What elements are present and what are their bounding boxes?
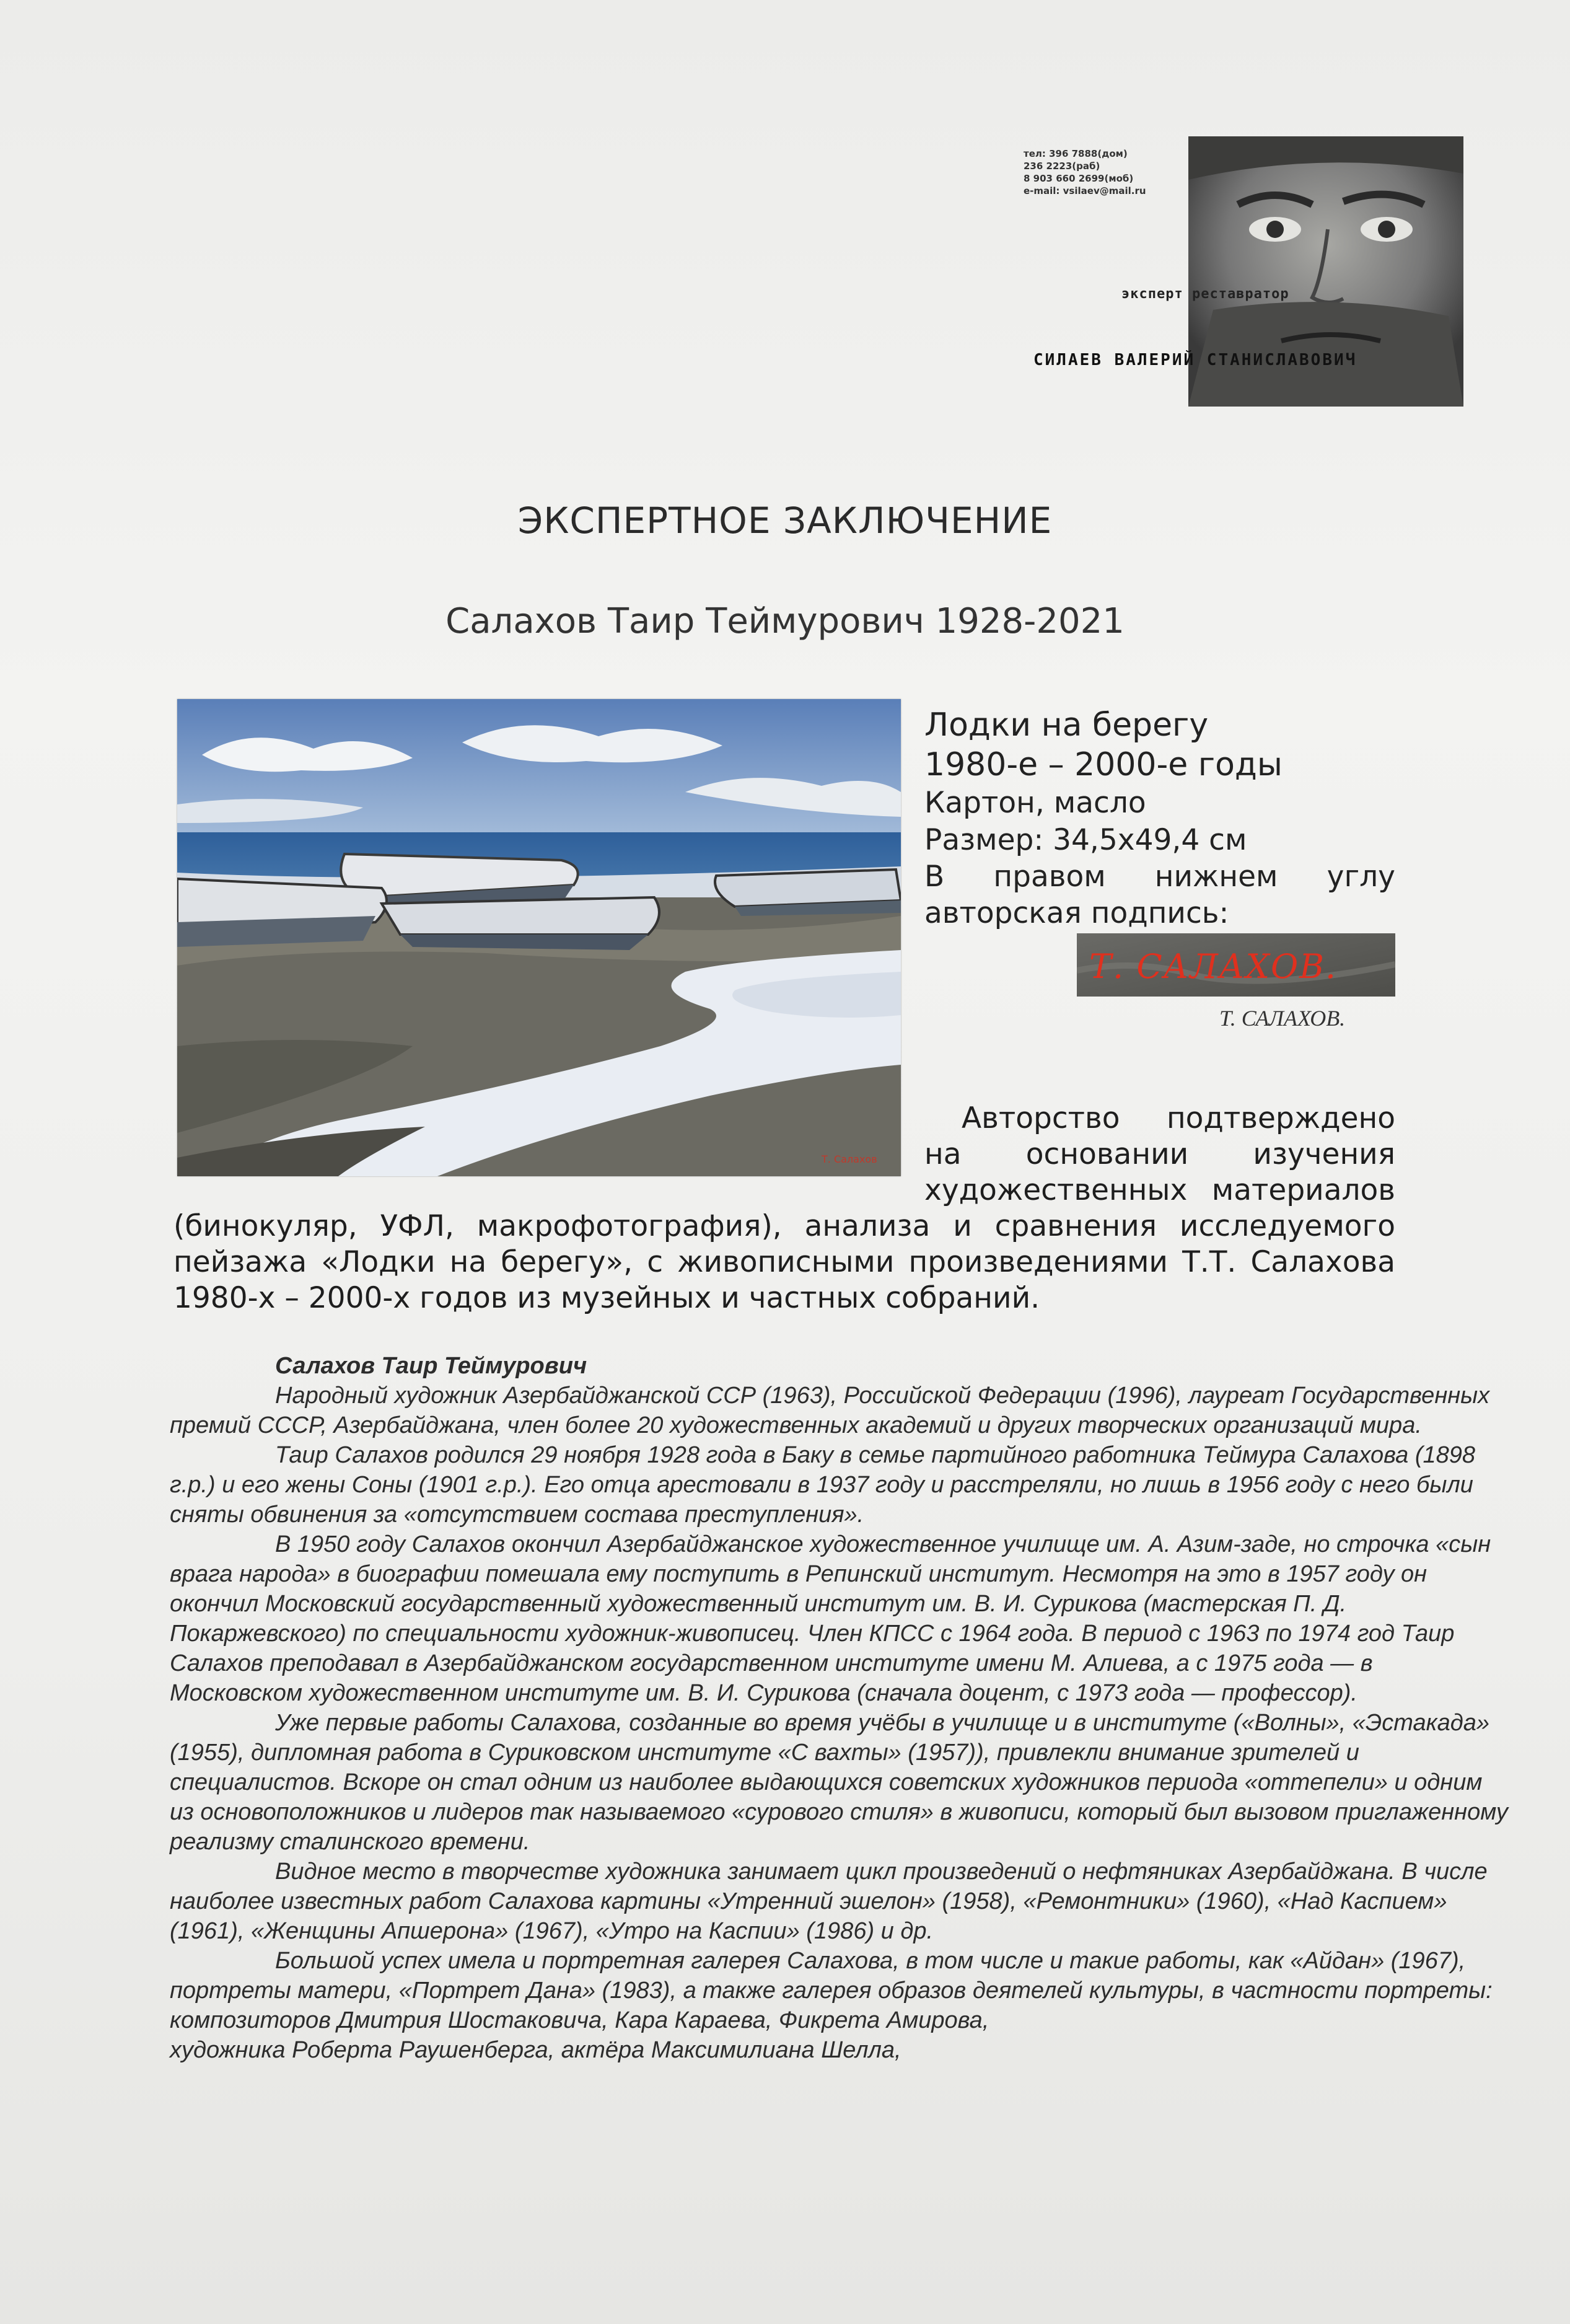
bio-paragraph: Уже первые работы Салахова, созданные во время учёбы в училище и в институте («Волны», «Эстакада» (1955), дипломная работа в Суриковском институте «С вахты» (1957)), привлекли внимание зрителей и специалистов. Вскоре он стал одним из наиболее выдающихся советских художников периода «оттепели» и одним из основоположников и лидеров так называемого «сурового стиля» в живописи, который был вызовом приглаженному реализму сталинского времени. [170,1710,1508,1855]
artist-name-dates: Салахов Таир Теймурович 1928-2021 [445,601,1125,641]
authorship-text: Авторство подтверждено на основании изучения художественных материалов (бинокуляр, УФЛ, макрофотография), анализа и сравнения исследуемого пейзажа «Лодки на берегу», с живописными произведениями Т.Т. Салахова 1980-х – 2000-х годов из музейных и частных собраний. [173,1101,1395,1315]
signature-text: Т. САЛАХОВ. [1089,947,1338,986]
contact-info [1024,147,1185,197]
contact-line: 8 903 660 2699(моб) [1024,173,1134,184]
signature-image [1077,933,1395,997]
signature-caption: Т. САЛАХОВ. [1219,1006,1346,1031]
contact-line: e-mail: vsilaev@mail.ru [1024,185,1146,196]
artwork-medium: Картон, масло [924,786,1146,820]
bio-paragraph: Большой успех имела и портретная галерея Салахова, в том числе и такие работы, как «Айдан» (1967), портреты матери, «Портрет Дана» (1983), а также галерея образов деятелей культуры, в частности портреты: [170,1948,1493,2004]
artwork-period: 1980-е – 2000-е годы [924,746,1283,783]
contact-line: 236 2223(раб) [1024,161,1100,172]
expert-name: СИЛАЕВ ВАЛЕРИЙ СТАНИСЛАВОВИЧ [1033,351,1357,369]
signature-location-line-2: авторская подпись: [924,896,1229,930]
loc-word: В [924,860,945,894]
loc-word: правом [993,860,1106,894]
expert-role: эксперт реставратор [1121,286,1289,302]
loc-word: нижнем [1154,860,1278,894]
bio-paragraph: Народный художник Азербайджанской ССР (1963), Российской Федерации (1996), лауреат Государственных премий СССР, Азербайджана, член более 20 художественных академий и других творческих организаций мира. [170,1383,1490,1438]
artwork-name: Лодки на берегу [924,706,1209,744]
artwork-size: Размер: 34,5х49,4 см [924,823,1247,857]
bio-paragraph: Видное место в творчестве художника занимает цикл произведений о нефтяниках Азербайджана. В числе наиболее известных работ Салахова картины «Утренний эшелон» (1958), «Ремонтники» (1960), «Над Каспием» (1961), «Женщины Апшерона» (1967), «Утро на Каспии» (1986) и др. [170,1859,1488,1944]
bio-paragraph: Таир Салахов родился 29 ноября 1928 года в Баку в семье партийного работника Теймура Салахова (1898 г.р.) и его жены Соны (1901 г.р.). Его отца арестовали в 1937 году и расстреляли, но лишь в 1956 году с него были сняты обвинения за «отсутствием состава преступления». [170,1442,1476,1528]
signature-location-line [924,859,1395,895]
bio-tail-line: композиторов Дмитрия Шостаковича, Кара Караева, Фикрета Амирова, [170,2007,989,2033]
bio-heading: Салахов Таир Теймурович [275,1353,587,1379]
authorship-block [173,1101,1395,1316]
document-title: ЭКСПЕРТНОЕ ЗАКЛЮЧЕНИЕ [517,500,1053,542]
bio-tail-line: художника Роберта Раушенберга, актёра Максимилиана Шелла, [170,2037,901,2063]
contact-line: тел: 396 7888(дом) [1024,148,1128,159]
bio-paragraph: В 1950 году Салахов окончил Азербайджанское художественное училище им. А. Азим-заде, но строчка «сын врага народа» в биографии помешала ему поступить в Репинский институт. Несмотря на это в 1957 году он окончил Московский государственный художественный институт им. В. И. Сурикова (мастерская П. Д. Покаржевского) по специальности художник-живописец. Член КПСС с 1964 года. В период с 1963 по 1974 год Таир Салахов преподавал в Азербайджанском государственном институте имени М. Алиева, а с 1975 года — в Московском художественном институте им. В. И. Сурикова (сначала доцент, с 1973 года — профессор). [170,1531,1491,1706]
loc-word: углу [1327,860,1395,894]
artist-biography [170,1351,1508,2065]
artwork-info [924,705,1395,932]
painting-signature-mark: Т. Салахов [822,1153,877,1165]
